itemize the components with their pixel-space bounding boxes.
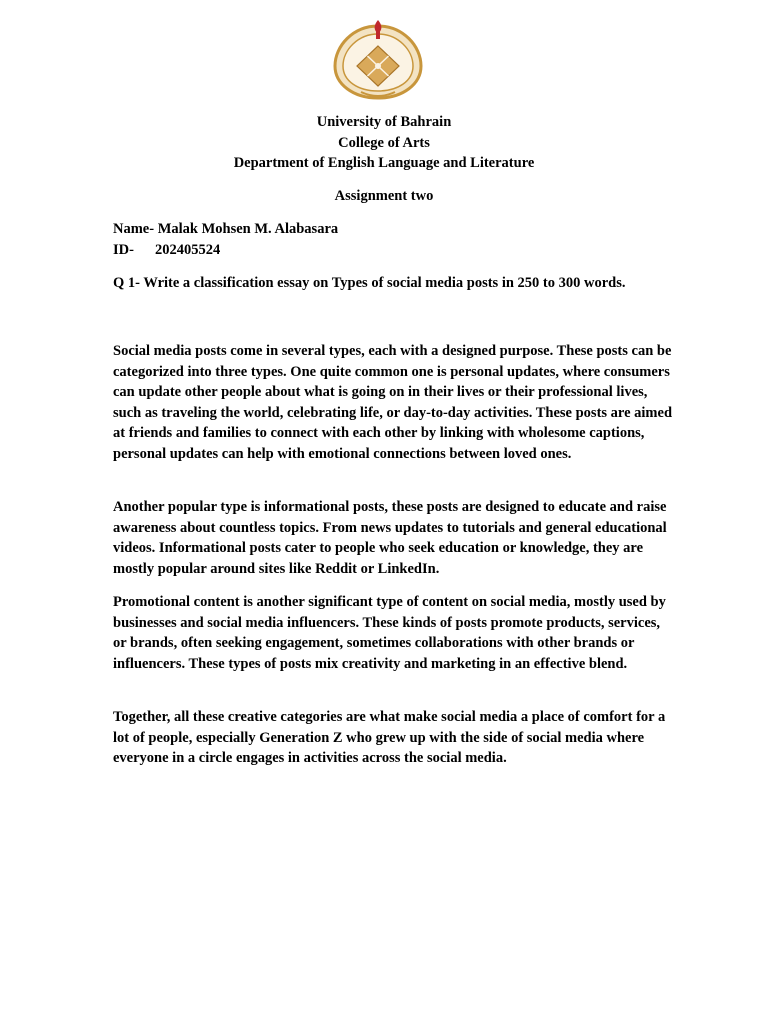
student-id-label: ID- <box>113 241 134 258</box>
assignment-title: Assignment two <box>334 188 434 204</box>
essay-paragraph: Together, all these creative categories are what make social media a place of comfort for a lot of people, especially Generation Z who grew up with the side of social media where everyone in a circle engages in activities across the social media. <box>113 709 666 767</box>
college-name: College of Arts <box>338 134 430 151</box>
essay-paragraph: Social media posts come in several types, each with a designed purpose. These posts can be categorized into three types. One quite common one is personal updates, where consumers can update other people about what is going on in their lives or their professional lives, such as traveling the world, celebrating life, or day-to-day activities. These posts are aimed at friends and families to connect with each other by linking with wholesome captions, personal updates can help with emotional connections between loved ones. <box>113 343 673 462</box>
assignment-title-block <box>0 186 768 207</box>
department-name: Department of English Language and Literature <box>233 155 535 172</box>
university-seal-icon <box>331 18 425 100</box>
question-prompt: Q 1- Write a classification essay on Types of social media posts in 250 to 300 words. <box>113 275 626 291</box>
essay-paragraph: Another popular type is informational posts, these posts are designed to educate and raise awareness about countless topics. From news updates to tutorials and general educational videos. Informational posts cater to people who seek education or knowledge, they are mostly popular around sites like Reddit or LinkedIn. <box>113 499 667 577</box>
student-id-row <box>113 240 338 261</box>
essay-paragraph: Promotional content is another significant type of content on social media, mostly used by businesses and social media influencers. These kinds of posts promote products, services, or brands, often seeking engagement, sometimes collaborations with other brands or influencers. These types of posts mix creativity and marketing in an effective blend. <box>113 594 666 672</box>
university-name: University of Bahrain <box>316 114 452 130</box>
student-name: Name- Malak Mohsen M. Alabasara <box>113 221 339 237</box>
student-info <box>113 219 338 260</box>
student-id-value: 202405524 <box>154 241 221 258</box>
institution-header <box>0 112 768 174</box>
